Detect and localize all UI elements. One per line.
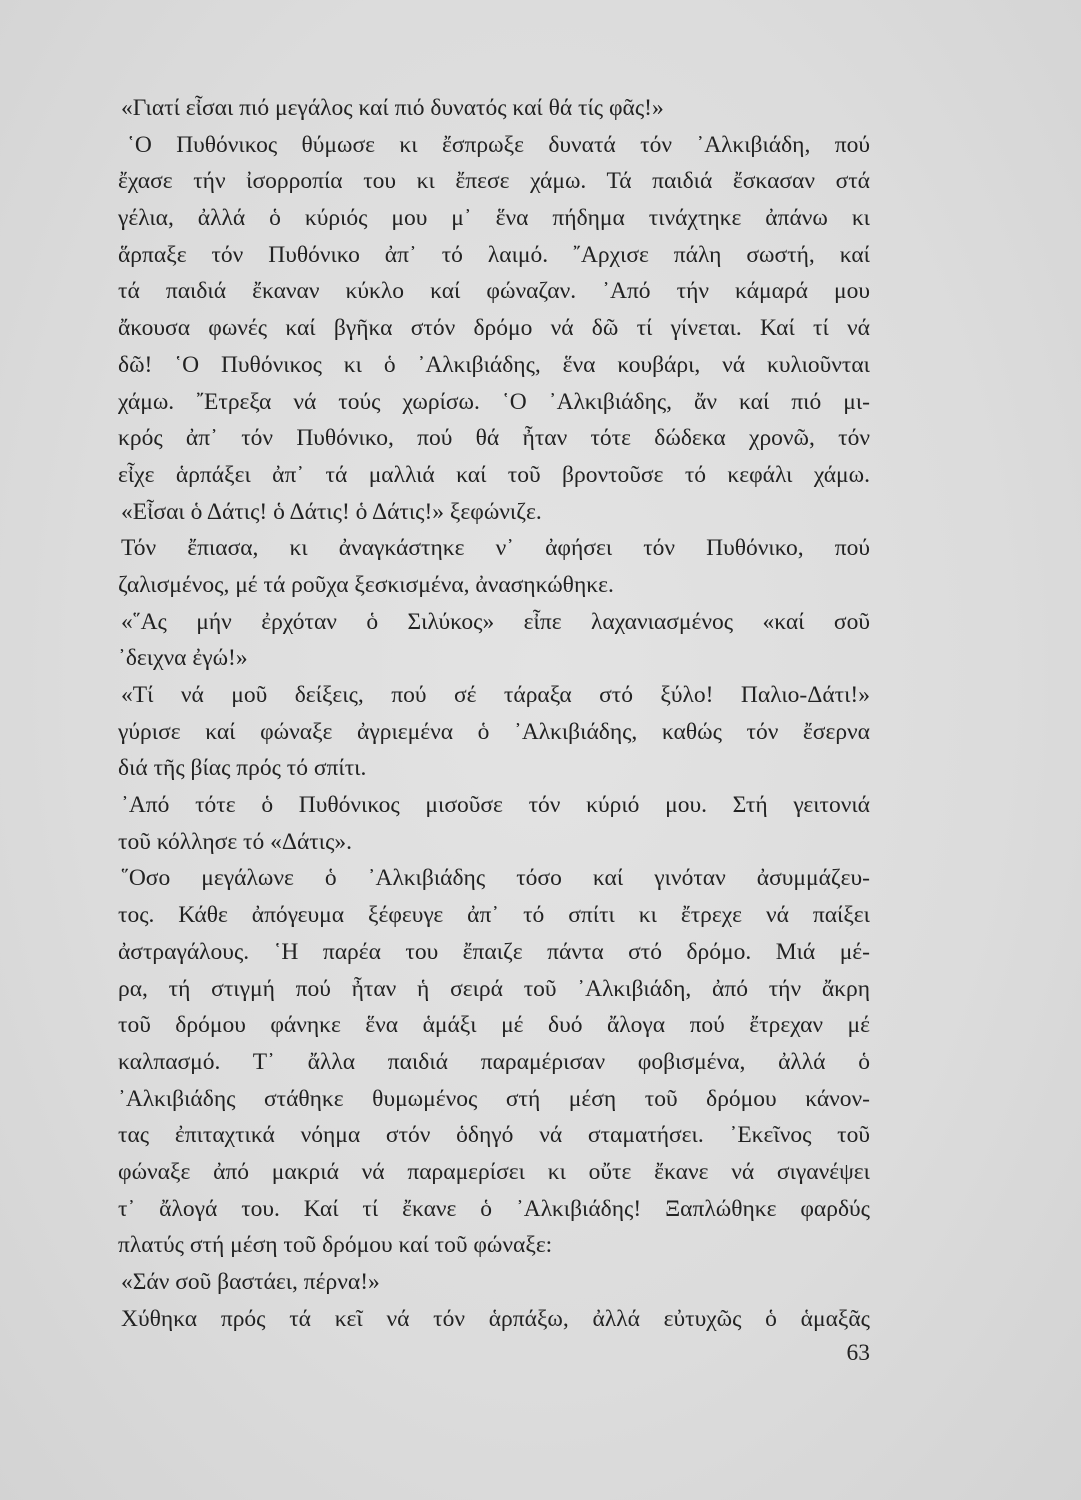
text-line: τοῦ κόλλησε τό «Δάτις». [118, 828, 353, 855]
text-line: ἀστραγάλους. ῾Η παρέα του ἔπαιζε πάντα στό δρόμο. Μιά μέ- [118, 938, 870, 965]
text-line: «῞Ας μήν ἐρχόταν ὁ Σιλύκος» εἶπε λαχανιασμένος «καί σοῦ [121, 608, 870, 635]
text-line: ἅρπαξε τόν Πυθόνικο ἀπ᾿ τό λαιμό. ῎Αρχισε πάλη σωστή, καί [118, 241, 870, 268]
text-line: ἔχασε τήν ἰσορροπία του κι ἔπεσε χάμω. Τά παιδιά ἔσκασαν στά [118, 168, 870, 195]
text-line: χάμω. ῎Ετρεξα νά τούς χωρίσω. ῾Ο ᾿Αλκιβιάδης, ἄν καί πιό μι- [118, 388, 870, 415]
text-line: δῶ! ῾Ο Πυθόνικος κι ὁ ᾿Αλκιβιάδης, ἕνα κουβάρι, νά κυλιοῦνται [118, 351, 870, 378]
text-line: Τόν ἔπιασα, κι ἀναγκάστηκε ν᾿ ἀφήσει τόν Πυθόνικο, πού [121, 535, 870, 562]
text-line: γύρισε καί φώναξε ἀγριεμένα ὁ ᾿Αλκιβιάδης, καθώς τόν ἔσερνα [118, 718, 870, 745]
text-line: τά παιδιά ἔκαναν κύκλο καί φώναζαν. ᾿Από τήν κάμαρά μου [118, 278, 870, 305]
page-number: 63 [846, 1340, 870, 1366]
text-line: Χύθηκα πρός τά κεῖ νά τόν ἁρπάξω, ἀλλά εὐτυχῶς ὁ ἁμαξᾶς [121, 1305, 870, 1332]
text-line: καλπασμό. Τ᾿ ἄλλα παιδιά παραμέρισαν φοβισμένα, ἀλλά ὁ [118, 1048, 870, 1075]
text-line: τος. Κάθε ἀπόγευμα ξέφευγε ἀπ᾿ τό σπίτι κι ἔτρεχε νά παίξει [118, 902, 870, 929]
text-line: «Σάν σοῦ βαστάει, πέρνα!» [121, 1269, 380, 1295]
text-line: ᾿δειχνα ἐγώ!» [118, 645, 248, 672]
text-line: τας ἐπιταχτικά νόημα στόν ὁδηγό νά σταματήσει. ᾿Εκεῖνος τοῦ [118, 1122, 870, 1149]
text-line: «Γιατί εἶσαι πιό μεγάλος καί πιό δυνατός καί θά τίς φᾶς!» [121, 95, 664, 121]
body-text [118, 90, 870, 1337]
text-line: πλατύς στή μέση τοῦ δρόμου καί τοῦ φώναξε: [118, 1232, 553, 1259]
text-line: «Τί νά μοῦ δείξεις, πού σέ τάραξα στό ξύλο! Παλιο-Δάτι!» [121, 682, 870, 708]
text-line: ῾Ο Πυθόνικος θύμωσε κι ἔσπρωξε δυνατά τόν ᾿Αλκιβιάδη, πού [127, 131, 870, 158]
text-line: ἄκουσα φωνές καί βγῆκα στόν δρόμο νά δῶ τί γίνεται. Καί τί νά [118, 315, 870, 342]
text-line: εἶχε ἁρπάξει ἀπ᾿ τά μαλλιά καί τοῦ βροντοῦσε τό κεφάλι χάμω. [118, 461, 870, 488]
text-line: γέλια, ἀλλά ὁ κύριός μου μ᾿ ἕνα πήδημα τινάχτηκε ἀπάνω κι [118, 205, 870, 232]
text-line: διά τῆς βίας πρός τό σπίτι. [118, 755, 367, 782]
text-line: φώναξε ἀπό μακριά νά παραμερίσει κι οὔτε ἔκανε νά σιγανέψει [118, 1158, 870, 1185]
text-line: ρα, τή στιγμή πού ἦταν ἡ σειρά τοῦ ᾿Αλκιβιάδη, ἀπό τήν ἄκρη [118, 975, 870, 1002]
text-line: «Εἶσαι ὁ Δάτις! ὁ Δάτις! ὁ Δάτις!» ξεφώνιζε. [121, 498, 542, 525]
text-line: ᾿Από τότε ὁ Πυθόνικος μισοῦσε τόν κύριό μου. Στή γειτονιά [121, 792, 870, 819]
text-line: ῞Οσο μεγάλωνε ὁ ᾿Αλκιβιάδης τόσο καί γινόταν ἀσυμμάζευ- [121, 865, 870, 892]
text-line: ζαλισμένος, μέ τά ροῦχα ξεσκισμένα, ἀνασηκώθηκε. [118, 571, 614, 598]
text-line: ᾿Αλκιβιάδης στάθηκε θυμωμένος στή μέση τοῦ δρόμου κάνον- [118, 1085, 870, 1112]
text-line: τοῦ δρόμου φάνηκε ἕνα ἁμάξι μέ δυό ἄλογα πού ἔτρεχαν μέ [118, 1012, 870, 1039]
text-line: κρός ἀπ᾿ τόν Πυθόνικο, πού θά ἦταν τότε δώδεκα χρονῶ, τόν [118, 425, 870, 452]
text-line: τ᾿ ἄλογά του. Καί τί ἔκανε ὁ ᾿Αλκιβιάδης! Ξαπλώθηκε φαρδύς [118, 1195, 870, 1222]
